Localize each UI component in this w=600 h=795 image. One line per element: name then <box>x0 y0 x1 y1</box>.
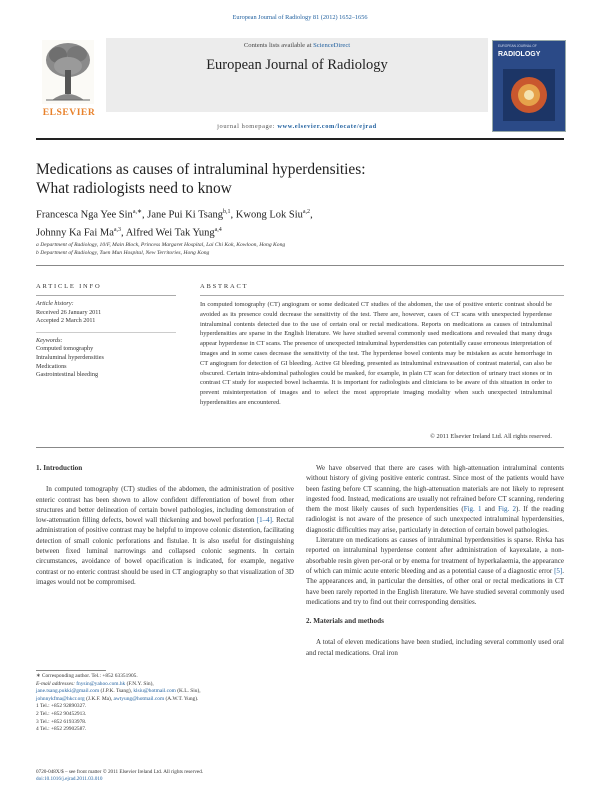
intro-paragraph <box>36 484 294 587</box>
email-link[interactable]: johnnykfma@hkcr.org <box>36 695 85 702</box>
homepage-link[interactable]: www.elsevier.com/locate/ejrad <box>277 123 377 130</box>
sciencedirect-link[interactable]: ScienceDirect <box>313 42 351 49</box>
author-affiliation-mark: a,∗ <box>132 209 143 215</box>
author-affiliation-mark: b,1 <box>223 209 231 215</box>
article-title <box>36 160 566 198</box>
author-list <box>36 205 566 240</box>
footnotes <box>36 673 294 734</box>
email-owner: (J.K.F. Ma), <box>84 695 114 702</box>
cover-subtitle: EUROPEAN JOURNAL OF <box>498 44 537 48</box>
keyword: Medications <box>36 362 67 370</box>
keyword: Intraluminal hyperdensities <box>36 353 104 361</box>
elsevier-tree-icon <box>42 40 94 104</box>
contents-line <box>106 42 488 49</box>
paragraph-text: We have observed that there are cases with high-attenuation intraluminal contents without history of giving positive enteric contrast. Since most of the patients would have been fasting before CT scanning, the high-attenuation materials are not likely to represent ingested food. Instead, medications are usually not refrained before CT scanning, rendering them the most likely causes of such hyperdensities ( <box>306 464 564 514</box>
paragraph-text: Literature on medications as causes of intraluminal hyperdensities is sparse. Rivka has reported on intraluminal hyperdense content after administration of kayexalate, a non-absorbable resin given per-oral or by enema for treatment of hyperkalaemia, the appearance of which can mimic acute enteric bleeding and as a potential cause of a diagnostic error <box>306 536 564 575</box>
email-label: E-mail addresses: <box>36 680 77 687</box>
corresponding-author-note: ∗ Corresponding author. Tel.: +852 63351905. <box>36 673 138 679</box>
abstract-text: In computed tomography (CT) angiogram or some dedicated CT studies of the abdomen, the use of positive enteric contrast should be avoided as its presence could decrease the sensitivity of the test. There are, however, cases of CT scans with unexpected hyperdense intraluminal contents detected due to the use of certain oral or rectal medications. Reports on medications as causes of intraluminal hyperdensities are sparse in the English literature. We have studied several commonly used medications and revealed that many drugs appear hyperdense in CT scans. The presence of unexpected intraluminal hyperdensities can potentially cause erroneous interpretation of images and in some cases decrease the sensitivity of the test. The hyperdense bowel contents may be mistaken as acute hemorrhage in CT angiogram for detection of GI bleeding. Active GI bleeding, presented as intraluminal extravasation of contrast material, can also be obscured. Certain intra-abdominal pathologies could be masked, for example, in plain CT scan for detection of urinary tract stones or in contrast CT study for suspected bowel ischaemia. It is important for radiologists and clinicians to be aware of this situation in order to prevent misinterpretation of images and to select the most appropriate imaging modality when such unexpected intraluminal hyperdensities are encountered. <box>200 301 552 406</box>
body-paragraph <box>306 463 564 535</box>
author-name[interactable]: Francesca Nga Yee Sin <box>36 209 133 221</box>
front-matter-note <box>36 769 294 783</box>
email-owner: (F.N.Y. Sin), <box>125 680 154 687</box>
paragraph-text: and <box>481 505 499 514</box>
section-heading-introduction: 1. Introduction <box>36 464 83 472</box>
affiliation-a: a Department of Radiology, 10/F, Main Block, Princess Margaret Hospital, Lai Chi Kok, Kowloon, Hong Kong <box>36 242 286 248</box>
body-paragraph: A total of eleven medications have been studied, including several commonly used oral and rectal medications. Oral iron <box>306 638 564 657</box>
homepage-prefix: journal homepage: <box>217 123 278 130</box>
reference-link[interactable]: [5] <box>554 566 563 575</box>
paragraph-text: In computed tomography (CT) studies of the abdomen, the administration of positive enteric contrast has been shown to allow confident differentiation of bowel from other structures and better delineation of certain bowel pathologies, including demonstration of low-attenuation filling defects, bowel wall thickening and bowel perforation <box>36 485 294 525</box>
author-separator: , <box>142 209 148 221</box>
contents-prefix: Contents lists available at <box>243 42 314 49</box>
accepted-date: Accepted 2 March 2011 <box>36 317 96 325</box>
author-affiliation-mark: a,4 <box>214 226 222 233</box>
affiliation-rule <box>36 265 564 266</box>
email-line <box>36 688 294 696</box>
paragraph-text: . The appearances and, in particular the densities, of other oral or rectal medications in CT have been rarely reported in the English literature. We have studied several commonly used medications and try to find out their corresponding densities. <box>306 566 564 606</box>
article-info-rule <box>36 295 176 296</box>
author-name[interactable]: Kwong Lok Siu <box>235 209 303 221</box>
email-link[interactable]: fnysin@yahoo.com.hk <box>76 680 126 687</box>
abstract-rule <box>200 295 564 296</box>
journal-cover[interactable] <box>492 40 566 132</box>
email-link[interactable]: awtyung@hotmail.com <box>113 695 165 702</box>
telephone-note: 2 Tel.: +852 90452913. <box>36 710 87 717</box>
journal-citation[interactable]: European Journal of Radiology 81 (2012) 1652–1656 <box>232 14 368 21</box>
author-affiliation-mark: a,3 <box>113 226 122 233</box>
email-owner: (A.W.T. Yung). <box>164 695 199 702</box>
telephone-note: 1 Tel.: +852 92890327. <box>36 703 87 710</box>
abstract-end-rule <box>36 447 564 448</box>
email-link[interactable]: klsiu@hotmail.com <box>133 688 176 695</box>
keywords-label: Keywords: <box>36 336 63 344</box>
history-label: Article history: <box>36 300 74 307</box>
right-column <box>306 463 564 658</box>
abstract-copyright: © 2011 Elsevier Ireland Ltd. All rights reserved. <box>430 433 552 440</box>
footnote-rule <box>36 670 106 671</box>
doi-link[interactable]: doi:10.1016/j.ejrad.2011.03.010 <box>36 776 103 783</box>
author-separator: , <box>121 227 126 238</box>
header-rule <box>36 138 564 140</box>
author-name[interactable]: Alfred Wei Tak Yung <box>125 227 215 238</box>
keyword: Computed tomography <box>36 345 94 353</box>
paragraph-text: ). If the reading radiologist is not aware of the presence of such unexpected intraluminal hyperdensities, diagnostic difficulties may arise, particularly in detection of certain bowel pathologies. <box>306 505 564 534</box>
email-line <box>36 696 294 704</box>
email-owner: (K.L. Siu), <box>175 688 201 695</box>
elsevier-logo[interactable] <box>36 38 102 130</box>
author-name[interactable]: Jane Pui Ki Tsang <box>147 209 224 221</box>
journal-header <box>36 38 564 131</box>
figure-link[interactable]: Fig. 2 <box>498 505 516 514</box>
section-heading-methods: 2. Materials and methods <box>306 617 384 626</box>
journal-homepage <box>106 123 488 130</box>
cover-art-icon <box>503 69 555 121</box>
figure-link[interactable]: Fig. 1 <box>463 505 482 514</box>
paragraph-text: . Rectal administration of positive contrast may be helpful to improve colonic distention, facilitating detection of small colonic perforations and fistulae. It is also useful for distinguishing between fixed luminal narrowings and collapsed colonic segments. In certain circumstances, avoidance of bowel opacification is indicated, for example, negative contrast or no enteric contrast should be used in CT angiography so that visualization of 3D images would not be compromised. <box>36 516 294 586</box>
body-paragraph <box>306 535 564 607</box>
affiliation-b: b Department of Radiology, Tuen Mun Hospital, New Territories, Hong Kong <box>36 250 210 256</box>
article-info-block <box>36 300 176 380</box>
article-title-line1: Medications as causes of intraluminal hyperdensities: <box>36 161 366 178</box>
article-info-heading: ARTICLE INFO <box>36 283 102 290</box>
contents-bar <box>106 38 488 112</box>
telephone-note: 4 Tel.: +852 29902587. <box>36 726 87 733</box>
publisher-name: ELSEVIER <box>42 107 96 118</box>
abstract-heading: ABSTRACT <box>200 283 249 290</box>
keyword: Gastrointestinal bleeding <box>36 371 99 379</box>
email-link[interactable]: jane.tsang.pukki@gmail.com <box>36 688 100 695</box>
article-title-line2: What radiologists need to know <box>36 180 232 197</box>
reference-link[interactable]: [1–4] <box>256 516 272 525</box>
journal-title[interactable]: European Journal of Radiology <box>206 57 388 73</box>
email-owner: (J.P.K. Tsang), <box>99 688 134 695</box>
author-name[interactable]: Johnny Ka Fai Ma <box>36 227 114 238</box>
info-divider <box>36 326 176 333</box>
author-affiliation-mark: a,2 <box>302 209 311 215</box>
cover-title: RADIOLOGY <box>498 51 541 58</box>
received-date: Received 26 January 2011 <box>36 308 102 316</box>
author-separator: , <box>310 209 313 221</box>
left-column <box>36 463 294 587</box>
issn-line: 0720-048X/$ – see front matter © 2011 Elsevier Ireland Ltd. All rights reserved. <box>36 769 204 775</box>
telephone-note: 3 Tel.: +852 61933978. <box>36 718 87 725</box>
author-separator: , <box>230 209 236 221</box>
